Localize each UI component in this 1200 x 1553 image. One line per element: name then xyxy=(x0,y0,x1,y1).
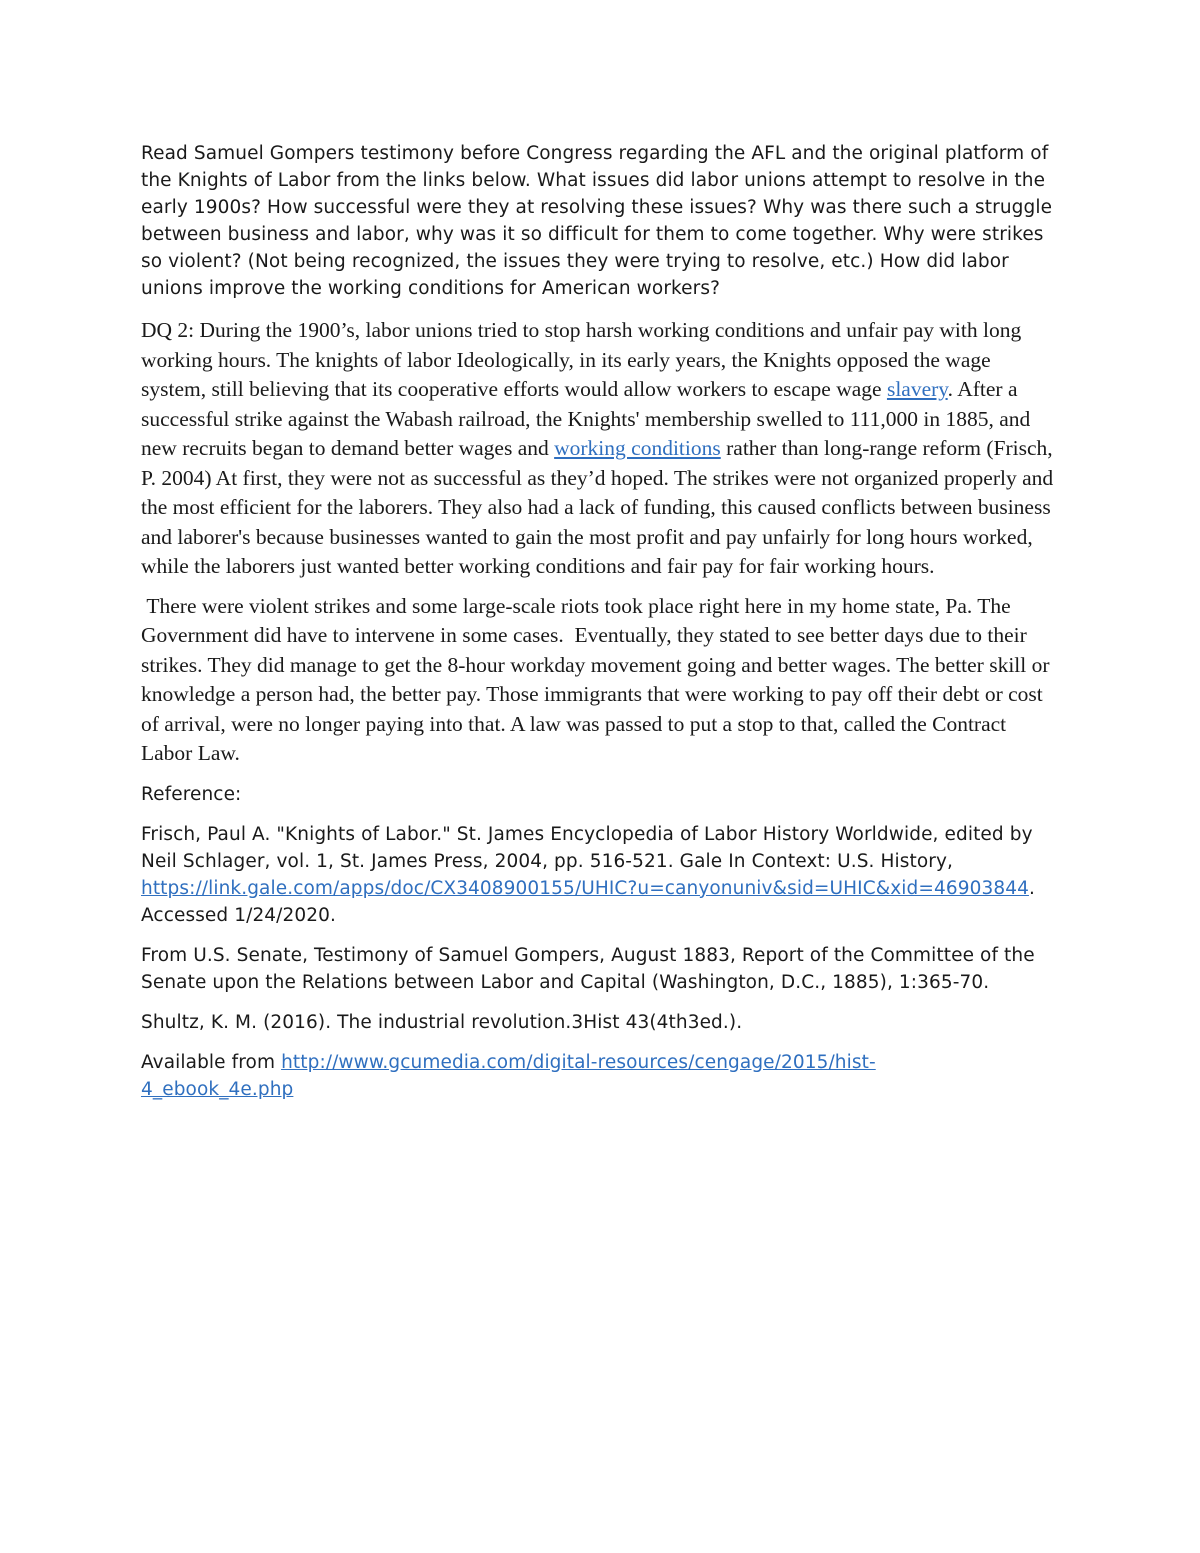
discussion-prompt: Read Samuel Gompers testimony before Congress regarding the AFL and the original platform of the Knights of Labor from the links below. What issues did labor unions attempt to resolve in the early 1900s? How successful were they at resolving these issues? Why was there such a struggle between business and labor, why was it so difficult for them to come together. Why were strikes so violent? (Not being recognized, the issues they were trying to resolve, etc.) How did labor unions improve the working conditions for American workers? xyxy=(141,143,1053,299)
reference-frisch xyxy=(141,821,1061,929)
slavery-link[interactable]: slavery xyxy=(886,377,948,401)
reference-frisch-accessed: Accessed 1/24/2020. xyxy=(141,904,336,926)
reference-shultz: Shultz, K. M. (2016). The industrial revolution.3Hist 43(4th3ed.). xyxy=(141,1011,743,1033)
reference-frisch-text: Frisch, Paul A. "Knights of Labor." St. James Encyclopedia of Labor History Worldwide, edited by Neil Schlager, vol. 1, St. James Press, 2004, pp. 516-521. Gale In Context: U.S. History, xyxy=(141,823,1033,872)
answer-text-part2: . After a successful strike against the Wabash railroad, the Knights' membership swelled to 111,000 in 1885, and new recruits began to demand better wages and xyxy=(141,377,1031,460)
answer-paragraph-1 xyxy=(141,316,1061,582)
answer-text-part3: rather than long-range reform (Frisch, P. 2004) At first, they were not as successful as they’d hoped. The strikes were not organized properly and the most efficient for the laborers. They also had a lack of funding, this caused conflicts between business and laborer's because businesses wanted to gain the most profit and pay unfairly for long hours worked, while the laborers just wanted better working conditions and fair pay for fair working hours. xyxy=(141,436,1054,578)
document-page xyxy=(141,140,1061,1116)
available-label: Available from xyxy=(141,1051,282,1073)
reference-senate: From U.S. Senate, Testimony of Samuel Gompers, August 1883, Report of the Committee of the Senate upon the Relations between Labor and Capital (Washington, D.C., 1885), 1:365-70. xyxy=(141,944,1035,993)
gcumedia-link-line1[interactable]: http://www.gcumedia.com/digital-resources/cengage/2015/hist- xyxy=(281,1051,876,1073)
reference-heading: Reference: xyxy=(141,783,242,805)
gcumedia-link-line2[interactable]: 4_ebook_4e.php xyxy=(141,1078,294,1100)
reference-frisch-period: . xyxy=(1028,877,1035,899)
gale-link[interactable]: https://link.gale.com/apps/doc/CX3408900155/UHIC?u=canyonuniv&sid=UHIC&xid=46903844 xyxy=(141,877,1029,899)
answer-paragraph-2: There were violent strikes and some large-scale riots took place right here in my home state, Pa. The Government did have to intervene in some cases. Eventually, they stated to see better days due to their strikes. They did manage to get the 8-hour workday movement going and better wages. The better skill or knowledge a person had, the better pay. Those immigrants that were working to pay off their debt or cost of arrival, were no longer paying into that. A law was passed to put a stop to that, called the Contract Labor Law. xyxy=(141,593,1055,765)
answer-text-part1: DQ 2: During the 1900’s, labor unions tried to stop harsh working conditions and unfair pay with long working hours. The knights of labor Ideologically, in its early years, the Knights opposed the wage system, still believing that its cooperative efforts would allow workers to escape wage xyxy=(141,318,1022,401)
working-conditions-link[interactable]: working conditions xyxy=(554,436,721,460)
reference-available xyxy=(141,1049,1061,1103)
